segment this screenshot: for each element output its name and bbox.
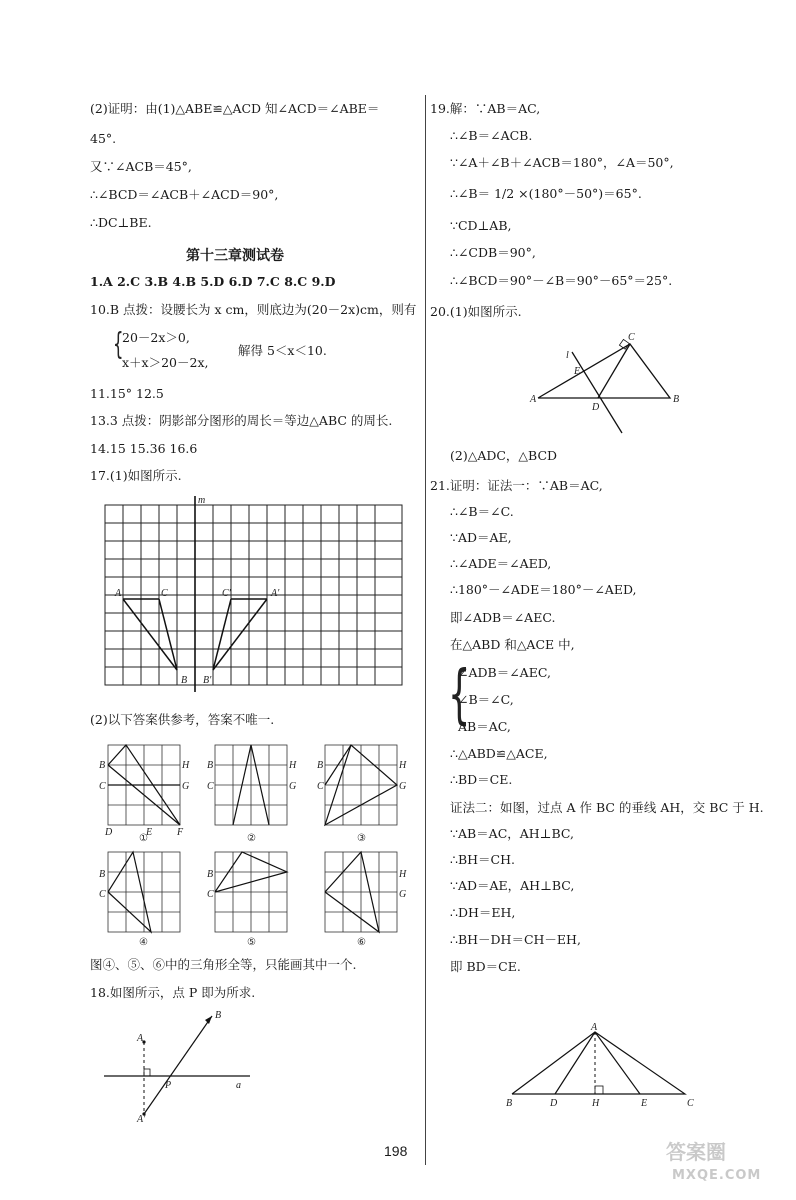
- caption-5: ⑤: [247, 937, 256, 948]
- label-D-20: D: [592, 402, 600, 413]
- small-label-G6: G: [399, 889, 407, 900]
- figure-18: [100, 1010, 260, 1125]
- label-C-20: C: [628, 332, 635, 343]
- figure-17-grid: [95, 492, 425, 692]
- answer-20: 20.(1)如图所示.: [430, 304, 522, 319]
- caption-2: ②: [247, 833, 256, 844]
- label-A: A: [115, 588, 122, 599]
- small-label-C5: C: [207, 889, 214, 900]
- label-A-20: A: [530, 394, 537, 405]
- answer-14-16: 14.15 15.36 16.6: [90, 441, 198, 456]
- page-number: 198: [384, 1143, 408, 1159]
- label-E-20: E: [574, 366, 581, 377]
- answer-17-2: (2)以下答案供参考，答案不唯一.: [90, 712, 275, 727]
- small-label-H2: H: [289, 760, 297, 771]
- label-a: a: [236, 1080, 241, 1091]
- figure-20: [530, 330, 690, 435]
- small-label-C2: C: [207, 781, 214, 792]
- answer-19-7: ∴∠BCD＝90°－∠B＝90°－65°＝25°.: [450, 273, 673, 288]
- small-label-H: H: [182, 760, 190, 771]
- answer-19-6: ∴∠CDB＝90°,: [450, 245, 536, 260]
- small-label-B4: B: [99, 869, 106, 880]
- label-C-21: C: [687, 1098, 694, 1109]
- proof-line-5: ∴DC⊥BE.: [90, 215, 152, 230]
- label-A-18: A: [137, 1033, 144, 1044]
- proof21-cond-1: ∠ADB＝∠AEC,: [458, 665, 551, 680]
- proof21-line-15: ∵AD＝AE，AH⊥BC,: [450, 878, 575, 893]
- proof21-line-10: ∴△ABD≌△ACE,: [450, 746, 548, 761]
- figure-17-options: [95, 740, 420, 948]
- label-B-21: B: [506, 1098, 513, 1109]
- answer-10-ineq-2: x＋x＞20－2x,: [122, 355, 209, 370]
- label-C: C: [161, 588, 168, 599]
- proof21-line-3: ∴∠ADE＝∠AED,: [450, 556, 552, 571]
- small-label-G3: G: [399, 781, 407, 792]
- figure-21: [500, 1022, 700, 1110]
- watermark-logo: 答案圈: [666, 1140, 726, 1164]
- proof21-line-5: 即∠ADB＝∠AEC.: [450, 610, 556, 625]
- small-label-C4: C: [99, 889, 106, 900]
- proof21-line-1: ∴∠B＝∠C.: [450, 504, 514, 519]
- proof21-line-2: ∵AD＝AE,: [450, 530, 512, 545]
- answer-17: 17.(1)如图所示.: [90, 468, 182, 483]
- answer-18: 18.如图所示，点 P 即为所求.: [90, 985, 256, 1000]
- label-B-prime: B′: [203, 675, 212, 686]
- proof21-cond-2: ∠B＝∠C,: [458, 692, 514, 707]
- answer-19-1: 19.解：∵AB＝AC,: [430, 101, 541, 116]
- column-divider: [425, 95, 426, 1165]
- small-label-H3: H: [399, 760, 407, 771]
- proof21-line-16: ∴DH＝EH,: [450, 905, 516, 920]
- proof21-cond-3: AB＝AC,: [458, 719, 511, 734]
- congruence-brace: {: [448, 658, 471, 732]
- proof-line-4: ∴∠BCD＝∠ACB＋∠ACD＝90°,: [90, 187, 279, 202]
- small-label-D: D: [105, 827, 113, 838]
- small-label-B: B: [99, 760, 106, 771]
- label-A-prime: A′: [271, 588, 280, 599]
- watermark-url: MXQE.COM: [672, 1168, 762, 1183]
- label-m: m: [198, 495, 206, 506]
- proof21-line-18: 即 BD＝CE.: [450, 959, 521, 974]
- answer-19-5: ∵CD⊥AB,: [450, 218, 512, 233]
- answer-19-4: ∴∠B＝ 1/2 ×(180°－50°)＝65°.: [450, 186, 642, 201]
- small-label-C3: C: [317, 781, 324, 792]
- proof-line-2: 45°.: [90, 131, 117, 146]
- small-label-B3: B: [317, 760, 324, 771]
- caption-4: ④: [139, 937, 148, 948]
- answer-11-12: 11.15° 12.5: [90, 386, 164, 401]
- proof21-line-4: ∴180°－∠ADE＝180°－∠AED,: [450, 582, 637, 597]
- label-B-20: B: [673, 394, 680, 405]
- small-label-C: C: [99, 781, 106, 792]
- answer-20-2: (2)△ADC，△BCD: [450, 448, 558, 463]
- proof21-line-11: ∴BD＝CE.: [450, 772, 513, 787]
- answer-19-2: ∴∠B＝∠ACB.: [450, 128, 533, 143]
- small-label-G2: G: [289, 781, 297, 792]
- small-label-G: G: [182, 781, 190, 792]
- label-D-21: D: [550, 1098, 558, 1109]
- label-H-21: H: [592, 1098, 600, 1109]
- small-label-B5: B: [207, 869, 214, 880]
- proof-line-3: 又∵∠ACB＝45°,: [90, 159, 192, 174]
- answers-1-9: 1.A 2.C 3.B 4.B 5.D 6.D 7.C 8.C 9.D: [90, 274, 336, 289]
- small-label-F: F: [177, 827, 184, 838]
- answer-10-solution: 解得 5＜x＜10.: [238, 343, 327, 358]
- label-P: P: [165, 1080, 172, 1091]
- proof21-line-6: 在△ABD 和△ACE 中,: [450, 637, 575, 652]
- answer-21: 21.证明：证法一：∵AB＝AC,: [430, 478, 603, 493]
- system-brace: {: [113, 327, 124, 362]
- small-label-E: E: [146, 827, 153, 838]
- small-label-B2: B: [207, 760, 214, 771]
- label-B-18: B: [215, 1010, 222, 1021]
- small-label-H6: H: [399, 869, 407, 880]
- answer-10: 10.B 点拨：设腰长为 x cm，则底边为(20－2x)cm，则有: [90, 302, 417, 317]
- proof21-line-12: 证法二：如图，过点 A 作 BC 的垂线 AH，交 BC 于 H.: [450, 800, 764, 815]
- label-E-21: E: [641, 1098, 648, 1109]
- caption-3: ③: [357, 833, 366, 844]
- caption-1: ①: [139, 833, 148, 844]
- answer-13: 13.3 点拨：阴影部分图形的周长＝等边△ABC 的周长.: [90, 413, 393, 428]
- proof-line-1: (2)证明：由(1)△ABE≌△ACD 知∠ACD＝∠ABE＝: [90, 101, 380, 116]
- label-A-21: A: [591, 1022, 598, 1033]
- label-l-20: l: [566, 350, 569, 361]
- proof21-line-14: ∴BH＝CH.: [450, 852, 515, 867]
- answer-19-3: ∵∠A＋∠B＋∠ACB＝180°，∠A＝50°,: [450, 155, 674, 170]
- caption-6: ⑥: [357, 937, 366, 948]
- answer-10-ineq-1: 20－2x＞0,: [122, 330, 190, 345]
- proof21-line-17: ∴BH－DH＝CH－EH,: [450, 932, 581, 947]
- label-A-prime-18: A′: [137, 1114, 146, 1125]
- label-B: B: [181, 675, 188, 686]
- chapter-title: 第十三章测试卷: [186, 248, 284, 264]
- label-C-prime: C′: [222, 588, 231, 599]
- answer-17-note: 图④、⑤、⑥中的三角形全等，只能画其中一个.: [90, 957, 357, 972]
- proof21-line-13: ∵AB＝AC，AH⊥BC,: [450, 826, 574, 841]
